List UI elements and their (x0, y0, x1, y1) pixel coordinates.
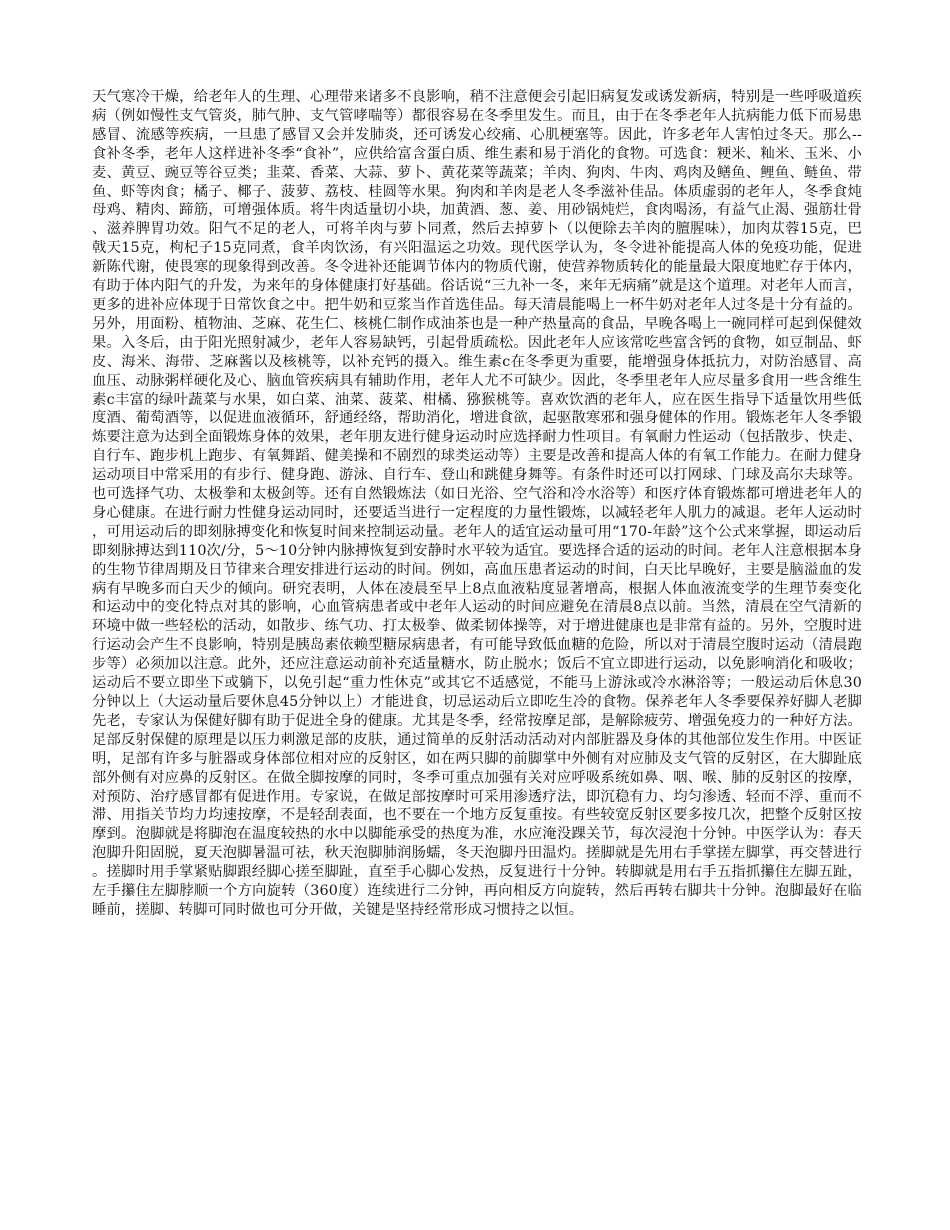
document-page (92, 88, 862, 920)
article-body: 天气寒冷干燥，给老年人的生理、心理带来诸多不良影响，稍不注意便会引起旧病复发或诱发新病，特别是一些呼吸道疾病（例如慢性支气管炎，肺气肿、支气管哮喘等）都很容易在冬季里发生。而且，由于在冬季老年人抗病能力低下而易患感冒、流感等疾病，一旦患了感冒又会并发肺炎，还可诱发心绞痛、心肌梗塞等。因此，许多老年人害怕过冬天。那么--食补冬季，老年人这样进补冬季“食补”，应供给富含蛋白质、维生素和易于消化的食物。可选食：粳米、籼米、玉米、小麦、黄豆、豌豆等谷豆类；韭菜、香菜、大蒜、萝卜、黄花菜等蔬菜；羊肉、狗肉、牛肉、鸡肉及鳝鱼、鲤鱼、鲢鱼、带鱼、虾等肉食；橘子、椰子、菠萝、荔枝、桂圆等水果。狗肉和羊肉是老人冬季滋补佳品。体质虚弱的老年人，冬季食炖母鸡、精肉、蹄筋，可增强体质。将牛肉适量切小块，加黄酒、葱、姜、用砂锅炖烂，食肉喝汤，有益气止渴、强筋壮骨、滋养脾胃功效。阳气不足的老人，可将羊肉与萝卜同煮，然后去掉萝卜（以便除去羊肉的膻腥味），加肉苁蓉15克，巴戟天15克，枸杞子15克同煮，食羊肉饮汤，有兴阳温运之功效。现代医学认为，冬令进补能提高人体的免疫功能，促进新陈代谢，使畏寒的现象得到改善。冬令进补还能调节体内的物质代谢，使营养物质转化的能量最大限度地贮存于体内，有助于体内阳气的升发，为来年的身体健康打好基础。俗话说“三九补一冬，来年无病痛”就是这个道理。对老年人而言，更多的进补应体现于日常饮食之中。把牛奶和豆浆当作首选佳品。每天清晨能喝上一杯牛奶对老年人过冬是十分有益的。另外，用面粉、植物油、芝麻、花生仁、核桃仁制作成油茶也是一种产热量高的食品，早晚各喝上一碗同样可起到保健效果。入冬后，由于阳光照射减少，老年人容易缺钙，引起骨质疏松。因此老年人应该常吃些富含钙的食物，如豆制品、虾皮、海米、海带、芝麻酱以及核桃等，以补充钙的摄入。维生素c在冬季更为重要，能增强身体抵抗力，对防治感冒、高血压、动脉粥样硬化及心、脑血管疾病具有辅助作用，老年人尤不可缺少。因此，冬季里老年人应尽量多食用一些含维生素c丰富的绿叶蔬菜与水果，如白菜、油菜、菠菜、柑橘、猕猴桃等。喜欢饮酒的老年人，应在医生指导下适量饮用些低度酒、葡萄酒等，以促进血液循环，舒通经络，帮助消化，增进食欲，起驱散寒邪和强身健体的作用。锻炼老年人冬季锻炼要注意为达到全面锻炼身体的效果，老年朋友进行健身运动时应选择耐力性项目。有氧耐力性运动（包括散步、快走、自行车、跑步机上跑步、有氧舞蹈、健美操和不剧烈的球类运动等）主要是改善和提高人体的有氧工作能力。在耐力健身运动项目中常采用的有步行、健身跑、游泳、自行车、登山和跳健身舞等。有条件时还可以打网球、门球及高尔夫球等。也可选择气功、太极拳和太极剑等。还有自然锻炼法（如日光浴、空气浴和冷水浴等）和医疗体育锻炼都可增进老年人的身心健康。在进行耐力性健身运动同时，还要适当进行一定程度的力量性锻炼，以减轻老年人肌力的减退。老年人运动时，可用运动后的即刻脉搏变化和恢复时间来控制运动量。老年人的适宜运动量可用“170-年龄”这个公式来掌握，即运动后即刻脉搏达到110次/分，5～10分钟内脉搏恢复到安静时水平较为适宜。要选择合适的运动的时间。老年人注意根据本身的生物节律周期及日节律来合理安排进行运动的时间。例如，高血压患者运动的时间，白天比早晚好，主要是脑溢血的发病有早晚多而白天少的倾向。研究表明，人体在凌晨至早上8点血液粘度显著增高，根据人体血液流变学的生理节奏变化和运动中的变化特点对其的影响，心血管病患者或中老年人运动的时间应避免在清晨8点以前。当然，清晨在空气清新的环境中做一些轻松的活动，如散步、练气功、打太极拳、做柔韧体操等，对于增进健康也是非常有益的。另外，空腹时进行运动会产生不良影响，特别是胰岛素依赖型糖尿病患者，有可能导致低血糖的危险，所以对于清晨空腹时运动（清晨跑步等）必须加以注意。此外，还应注意运动前补充适量糖水，防止脱水；饭后不宜立即进行运动，以免影响消化和吸收；运动后不要立即坐下或躺下，以免引起“重力性休克”或其它不适感觉，不能马上游泳或冷水淋浴等；一般运动后休息30分钟以上（大运动量后要休息45分钟以上）才能进食，切忌运动后立即吃生冷的食物。保养老年人冬季要保养好脚人老脚先老，专家认为保健好脚有助于促进全身的健康。尤其是冬季，经常按摩足部，是解除疲劳、增强免疫力的一种好方法。足部反射保健的原理是以压力刺激足部的皮肤，通过简单的反射活动活动对内部脏器及身体的其他部位发生作用。中医证明，足部有许多与脏器或身体部位相对应的反射区，如在两只脚的前脚掌中外侧有对应肺及支气管的反射区，在大脚趾底部外侧有对应鼻的反射区。在做全脚按摩的同时，冬季可重点加强有关对应呼吸系统如鼻、咽、喉、肺的反射区的按摩，对预防、治疗感冒都有促进作用。专家说，在做足部按摩时可采用渗透疗法，即沉稳有力、均匀渗透、轻而不浮、重而不滞、用指关节均力均速按摩，不是轻刮表面，也不要在一个地方反复重按。有些较宽反射区要多按几次，把整个反射区按摩到。泡脚就是将脚泡在温度较热的水中以脚能承受的热度为准，水应淹没踝关节，每次浸泡十分钟。中医学认为：春天泡脚升阳固脱，夏天泡脚暑温可祛，秋天泡脚肺润肠蠕，冬天泡脚丹田温灼。搓脚就是先用右手掌搓左脚掌，再交替进行。搓脚时用手掌紧贴脚跟经脚心搓至脚趾，直至手心脚心发热，反复进行十分钟。转脚就是用右手五指抓攥住左脚五趾，左手攥住左脚脖顺一个方向旋转（360度）连续进行二分钟，再向相反方向旋转，然后再转右脚共十分钟。泡脚最好在临睡前，搓脚、转脚可同时做也可分开做，关键是坚持经常形成习惯持之以恒。 (92, 89, 862, 918)
